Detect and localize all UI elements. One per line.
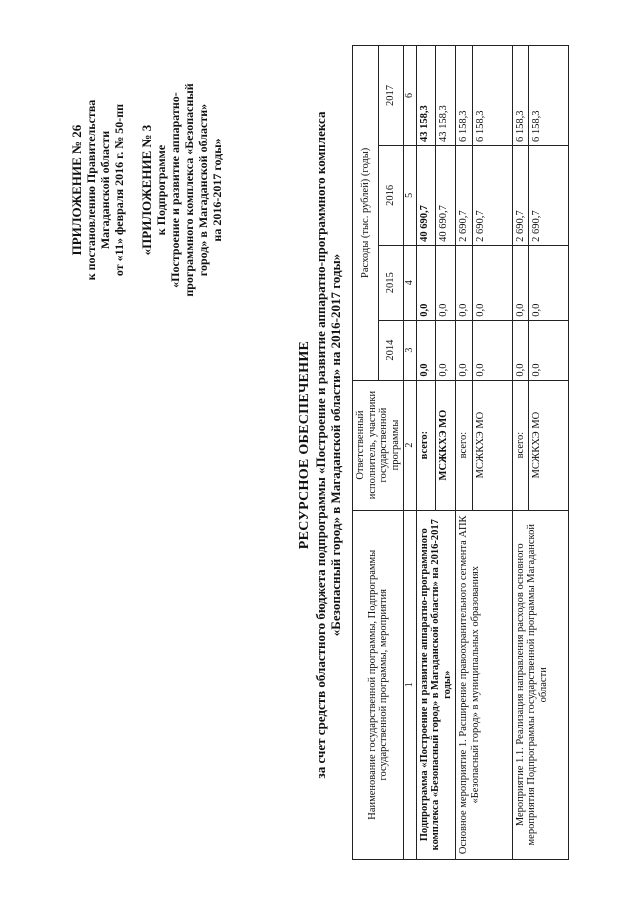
column-number: 6 [404,46,417,146]
row-executor: всего: [456,380,473,510]
row-value: 43 158,3 [416,46,436,146]
row-value: 0,0 [529,245,569,320]
row-value: 2 690,7 [472,145,512,245]
appendix-title: ПРИЛОЖЕНИЕ № 26 [69,124,84,256]
header-year: 2017 [378,46,404,146]
row-value: 0,0 [456,320,473,380]
appendix-line: от «11» февраля 2016 г. № 50-пп [112,103,126,277]
column-number: 3 [404,320,417,380]
header-executor: Ответственный исполнитель, участники государственной программы [353,380,404,510]
header-year: 2016 [378,145,404,245]
prev-appendix-line: город» в Магаданской области» [196,103,210,277]
row-value: 0,0 [529,320,569,380]
appendix-line: Магаданской области [98,130,112,250]
resource-table [352,45,569,860]
row-value: 0,0 [416,245,436,320]
prev-appendix-line: программного комплекса «Безопасный [182,83,196,297]
prev-appendix-line: к Подпрограмме [154,144,168,236]
column-number: 4 [404,245,417,320]
row-executor: МСЖКХЭ МО [529,380,569,510]
row-value: 0,0 [436,320,456,380]
table-row [456,46,473,860]
row-name: Подпрограмма «Построение и развитие аппаратно-программного комплекса «Безопасный город» в Магаданской области» на 2016-2017 годы» [416,510,456,859]
column-number: 5 [404,145,417,245]
row-value: 0,0 [512,320,529,380]
prev-appendix-line: на 2016-2017 годы» [210,138,224,242]
row-executor: всего: [512,380,529,510]
row-value: 40 690,7 [416,145,436,245]
row-value: 2 690,7 [529,145,569,245]
row-value: 0,0 [472,320,512,380]
appendix-block [70,65,224,315]
row-value: 2 690,7 [456,145,473,245]
row-value: 0,0 [416,320,436,380]
header-year: 2015 [378,245,404,320]
row-executor: всего: [416,380,436,510]
column-number: 2 [404,380,417,510]
header-name: Наименование государственной программы, Подпрограммы государственной программы, мероприятия [353,510,404,859]
document-subtitle-line: «Безопасный город» в Магаданской области» на 2016-2017 годы» [328,253,343,637]
row-value: 0,0 [512,245,529,320]
row-executor: МСЖКХЭ МО [472,380,512,510]
row-value: 43 158,3 [436,46,456,146]
appendix-line: к постановлению Правительства [84,99,98,281]
row-name: Мероприятие 1.1. Реализация направления расходов основного мероприятия Подпрограммы государственной программы Магаданской области [512,510,569,859]
document-subtitle-line: за счет средств областного бюджета подпрограммы «Построение и развитие аппаратно-программного комплекса [313,111,328,779]
prev-appendix-line: «Построение и развитие аппаратно- [168,92,182,288]
row-value: 0,0 [436,245,456,320]
row-value: 0,0 [472,245,512,320]
table-row [416,46,436,860]
document-title: РЕСУРСНОЕ ОБЕСПЕЧЕНИЕ [297,340,312,550]
row-value: 6 158,3 [512,46,529,146]
row-value: 2 690,7 [512,145,529,245]
row-executor: МСЖКХЭ МО [436,380,456,510]
document-heading [297,45,343,845]
header-expenses: Расходы (тыс. рублей) (годы) [353,46,379,381]
column-number: 1 [404,510,417,859]
row-value: 40 690,7 [436,145,456,245]
row-value: 6 158,3 [529,46,569,146]
row-value: 6 158,3 [456,46,473,146]
row-value: 0,0 [456,245,473,320]
prev-appendix-title: «ПРИЛОЖЕНИЕ № 3 [139,124,154,256]
table-row [512,46,529,860]
header-year: 2014 [378,320,404,380]
row-value: 6 158,3 [472,46,512,146]
row-name: Основное мероприятие 1. Расширение правоохранительного сегмента АПК «Безопасный город» в муниципальных образованиях [456,510,513,859]
